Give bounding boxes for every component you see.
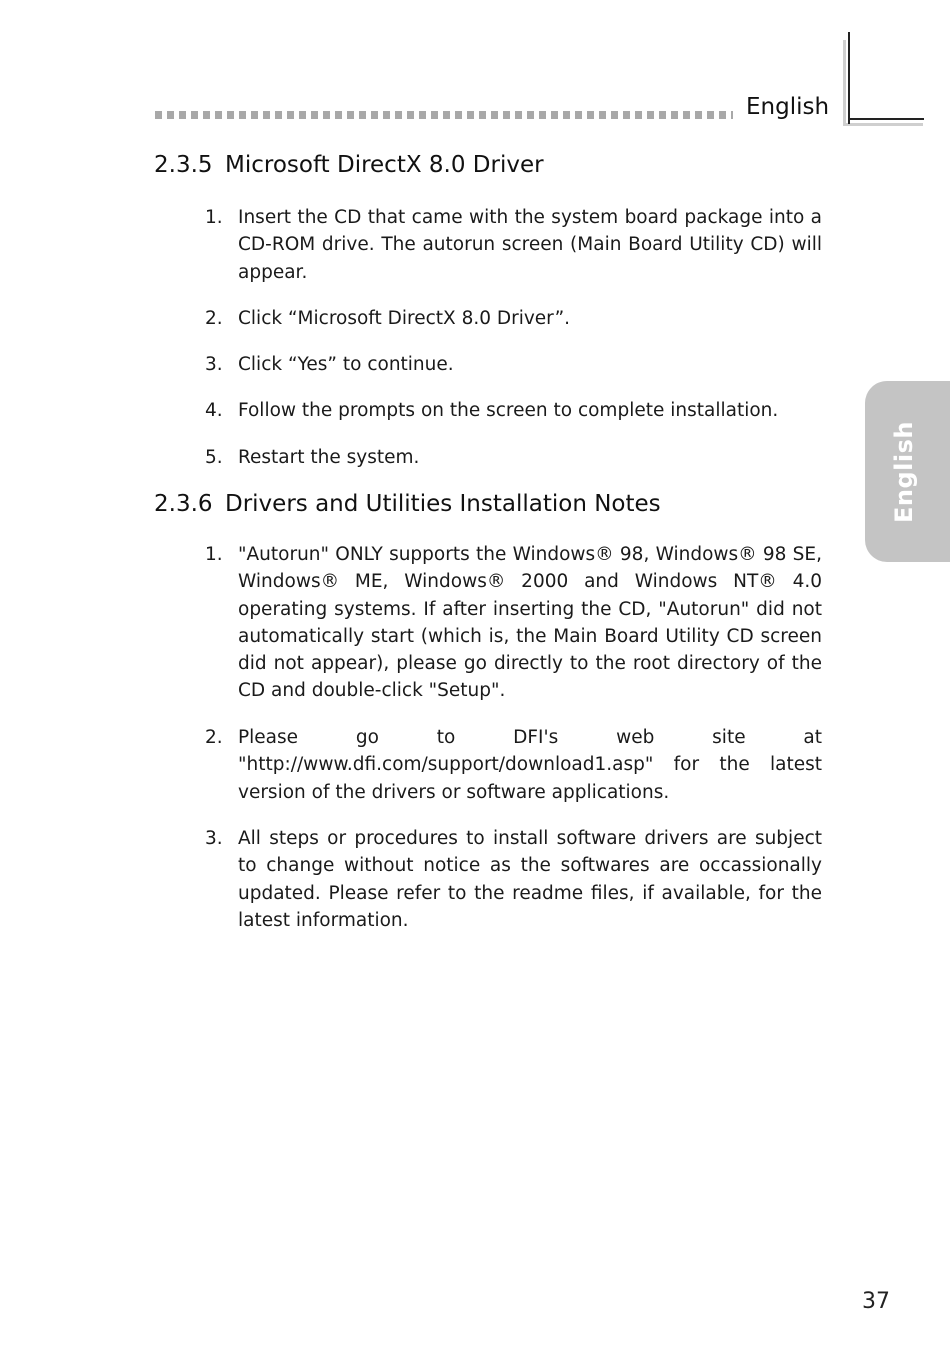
list-item-text: Click “Yes” to continue. [238,354,454,375]
list-item-number: 2. [205,308,223,329]
section-heading-install-notes [154,491,661,517]
list-item [205,825,822,934]
list-item [205,305,822,332]
list-item-text: Insert the CD that came with the system board package into a CD-ROM drive. The autorun screen (Main Board Utility CD) will appear. [238,207,822,283]
list-item-number: 4. [205,400,223,421]
list-item-text: Click “Microsoft DirectX 8.0 Driver”. [238,308,571,329]
list-item-number: 2. [205,727,223,748]
list-item-text: Restart the system. [238,447,420,468]
corner-mark-horizontal [848,118,924,120]
corner-mark-shadow-horizontal [843,123,923,126]
section-title: Drivers and Utilities Installation Notes [225,491,661,517]
list-item-text: Follow the prompts on the screen to complete installation. [238,400,779,421]
list-item-number: 3. [205,354,223,375]
list-item [205,351,822,378]
corner-mark-shadow-vertical [843,40,846,126]
list-item-number: 1. [205,544,223,565]
list-item [205,204,822,286]
section-number: 2.3.5 [154,152,213,178]
list-item-text: Please go to DFI's web site at "http://www.dfi.com/support/download1.asp" for the latest version of the drivers or software applications. [238,727,822,803]
side-tab-label: English [890,421,918,523]
list-item-text: "Autorun" ONLY supports the Windows® 98, Windows® 98 SE, Windows® ME, Windows® 2000 and Windows NT® 4.0 operating systems. If after inserting the CD, "Autorun" did not automatically start (which is, the Main Board Utility CD screen did not appear), please go directly to the root directory of the CD and double-click "Setup". [238,544,822,702]
section-number: 2.3.6 [154,491,213,517]
list-item [205,541,822,705]
section-title: Microsoft DirectX 8.0 Driver [225,152,544,178]
list-item-number: 1. [205,207,223,228]
header-dotted-rule [155,111,733,119]
list-item-number: 3. [205,828,223,849]
list-item [205,444,822,471]
list-item-text: All steps or procedures to install software drivers are subject to change without notice as the softwares are occassionally updated. Please refer to the readme files, if available, for the latest information. [238,828,822,931]
list-item [205,397,822,424]
section-heading-directx [154,152,544,178]
list-item [205,724,822,806]
list-item-number: 5. [205,447,223,468]
corner-mark-vertical [848,32,850,124]
header-language: English [746,94,830,120]
page-number: 37 [862,1289,890,1314]
